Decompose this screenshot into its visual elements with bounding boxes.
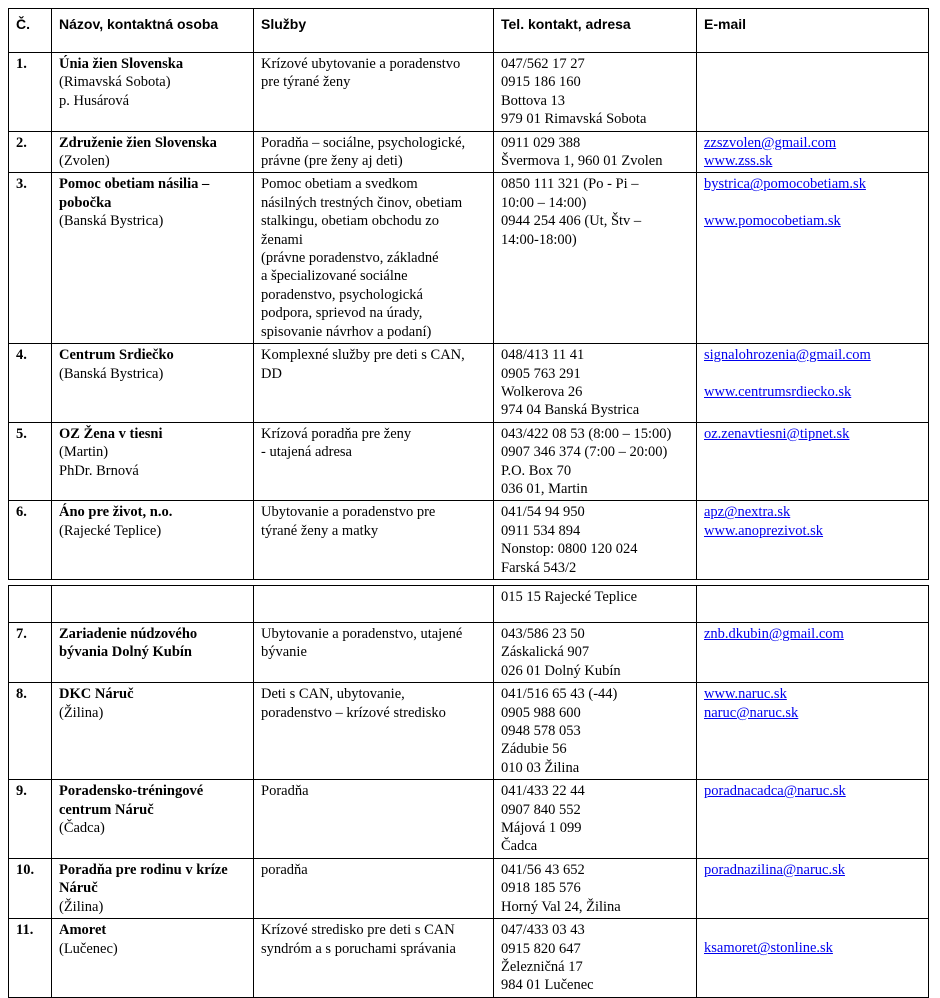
- organization-name: Zariadenie núdzového: [59, 626, 198, 642]
- contact-cell: [494, 623, 697, 683]
- contact-line: 0905 763 291: [501, 365, 581, 382]
- table-row: [9, 344, 929, 423]
- organization-name: Amoret: [59, 922, 107, 939]
- contact-line: 0915 186 160: [501, 74, 581, 91]
- contact-line: P.O. Box 70: [501, 462, 572, 479]
- service-line: Ubytovanie a poradenstvo, utajené: [261, 626, 463, 642]
- service-line: Krízová poradňa pre ženy: [261, 425, 412, 442]
- organization-cell: [52, 53, 254, 132]
- contact-line: 036 01, Martin: [501, 480, 588, 497]
- organization-cell: [52, 131, 254, 173]
- service-line: poradňa: [261, 861, 308, 878]
- organization-name: Áno pre život, n.o.: [59, 504, 173, 521]
- service-line: spisovanie návrhov a podaní): [261, 323, 432, 340]
- email-link[interactable]: naruc@naruc.sk: [704, 704, 799, 721]
- table-row: [9, 780, 929, 859]
- service-line: Krízové stredisko pre deti s CAN: [261, 922, 455, 939]
- services-cell: [254, 623, 494, 683]
- organization-name: Centrum Srdiečko: [59, 347, 174, 364]
- email-link[interactable]: zzszvolen@gmail.com: [704, 134, 837, 151]
- organization-cell: [52, 586, 254, 623]
- contact-line: Švermova 1, 960 01 Zvolen: [501, 153, 663, 170]
- email-cell: [697, 53, 929, 132]
- contact-line: 010 03 Žilina: [501, 759, 580, 776]
- email-link[interactable]: bystrica@pomocobetiam.sk: [704, 176, 866, 193]
- organization-name: Únia žien Slovenska: [59, 56, 184, 72]
- organization-name: centrum Náruč: [59, 801, 154, 818]
- table-row: [9, 131, 929, 173]
- header-name: Názov, kontaktná osoba: [52, 9, 254, 53]
- organization-detail: (Rimavská Sobota): [59, 74, 171, 91]
- email-cell: [697, 858, 929, 918]
- row-number: 4.: [9, 344, 52, 423]
- contact-line: 026 01 Dolný Kubín: [501, 662, 621, 679]
- organization-detail: (Banská Bystrica): [59, 213, 164, 230]
- contact-line: 979 01 Rimavská Sobota: [501, 111, 647, 128]
- service-line: násilných trestných činov, obetiam: [261, 194, 463, 211]
- organization-detail: (Čadca): [59, 820, 105, 837]
- service-line: pre týrané ženy: [261, 74, 351, 91]
- service-line: právne (pre ženy aj deti): [261, 153, 403, 170]
- services-cell: [254, 780, 494, 859]
- table-row: [9, 586, 929, 623]
- email-link[interactable]: znb.dkubin@gmail.com: [704, 626, 844, 642]
- service-line: Pomoc obetiam a svedkom: [261, 176, 418, 193]
- services-cell: [254, 131, 494, 173]
- contact-line: 10:00 – 14:00): [501, 194, 587, 211]
- contact-line: Železničná 17: [501, 958, 583, 975]
- contact-line: Nonstop: 0800 120 024: [501, 541, 638, 558]
- contact-line: Čadca: [501, 838, 538, 855]
- service-line: poradenstvo, psychologická: [261, 286, 423, 303]
- organization-cell: [52, 344, 254, 423]
- header-services: Služby: [254, 9, 494, 53]
- services-cell: [254, 422, 494, 501]
- contacts-table-page-1: [8, 8, 929, 580]
- organization-detail: (Lučenec): [59, 940, 118, 957]
- email-cell: [697, 780, 929, 859]
- services-cell: [254, 53, 494, 132]
- contact-cell: [494, 422, 697, 501]
- contact-line: 14:00-18:00): [501, 231, 577, 248]
- contact-line: 0907 346 374 (7:00 – 20:00): [501, 444, 668, 461]
- service-line: podpora, sprievod na úrady,: [261, 305, 423, 322]
- contact-line: Farská 543/2: [501, 559, 577, 576]
- contact-line: 0918 185 576: [501, 880, 581, 897]
- row-number: 2.: [9, 131, 52, 173]
- organization-name: OZ Žena v tiesni: [59, 425, 163, 442]
- email-link[interactable]: ksamoret@stonline.sk: [704, 940, 833, 957]
- spacer: [704, 365, 921, 383]
- table-row: [9, 683, 929, 780]
- organization-detail: (Žilina): [59, 898, 104, 915]
- organization-name: Združenie žien Slovenska: [59, 134, 217, 151]
- contact-line: Wolkerova 26: [501, 383, 583, 400]
- services-cell: [254, 344, 494, 423]
- contact-line: 041/516 65 43 (-44): [501, 686, 618, 703]
- contact-cell: [494, 919, 697, 998]
- email-cell: [697, 173, 929, 344]
- service-line: týrané ženy a matky: [261, 522, 379, 539]
- service-line: ženami: [261, 231, 303, 248]
- organization-cell: [52, 919, 254, 998]
- contact-line: Záskalická 907: [501, 644, 590, 661]
- email-link[interactable]: oz.zenavtiesni@tipnet.sk: [704, 425, 850, 442]
- service-line: Poradňa – sociálne, psychologické,: [261, 134, 466, 151]
- contact-line: Májová 1 099: [501, 820, 582, 837]
- table-row: [9, 919, 929, 998]
- table-row: [9, 623, 929, 683]
- header-number: Č.: [9, 9, 52, 53]
- organization-name: pobočka: [59, 194, 112, 211]
- contact-line: Zádubie 56: [501, 741, 567, 758]
- email-cell: [697, 623, 929, 683]
- contact-line: 0911 534 894: [501, 522, 581, 539]
- contact-line: 015 15 Rajecké Teplice: [501, 589, 638, 605]
- service-line: Deti s CAN, ubytovanie,: [261, 686, 405, 703]
- contact-line: 0915 820 647: [501, 940, 581, 957]
- organization-detail: (Žilina): [59, 704, 104, 721]
- organization-name: DKC Náruč: [59, 686, 134, 703]
- organization-name: Poradensko-tréningové: [59, 783, 204, 800]
- contact-cell: [494, 683, 697, 780]
- contact-cell: [494, 858, 697, 918]
- email-link[interactable]: apz@nextra.sk: [704, 504, 791, 521]
- contact-cell: [494, 173, 697, 344]
- row-number: 1.: [9, 53, 52, 132]
- service-line: Krízové ubytovanie a poradenstvo: [261, 56, 461, 72]
- organization-detail: (Banská Bystrica): [59, 365, 164, 382]
- service-line: a špecializované sociálne: [261, 268, 408, 285]
- contact-line: 0948 578 053: [501, 723, 581, 740]
- contact-line: 984 01 Lučenec: [501, 977, 594, 994]
- row-number: 8.: [9, 683, 52, 780]
- email-link[interactable]: poradnacadca@naruc.sk: [704, 783, 846, 800]
- contact-line: 043/422 08 53 (8:00 – 15:00): [501, 425, 672, 442]
- service-line: DD: [261, 365, 282, 382]
- organization-detail: PhDr. Brnová: [59, 462, 139, 479]
- service-line: Komplexné služby pre deti s CAN,: [261, 347, 465, 364]
- contact-line: Bottova 13: [501, 92, 566, 109]
- row-number: 3.: [9, 173, 52, 344]
- contact-cell: [494, 53, 697, 132]
- email-link[interactable]: poradnazilina@naruc.sk: [704, 861, 845, 878]
- contact-cell: [494, 780, 697, 859]
- row-number: 5.: [9, 422, 52, 501]
- services-cell: [254, 173, 494, 344]
- service-line: - utajená adresa: [261, 444, 352, 461]
- header-email: E-mail: [697, 9, 929, 53]
- row-number: 11.: [9, 919, 52, 998]
- header-contact: Tel. kontakt, adresa: [494, 9, 697, 53]
- website-link[interactable]: www.naruc.sk: [704, 686, 787, 703]
- contact-line: 041/56 43 652: [501, 861, 585, 878]
- contact-line: 0905 988 600: [501, 704, 581, 721]
- organization-cell: [52, 683, 254, 780]
- table-row: [9, 173, 929, 344]
- website-link[interactable]: www.pomocobetiam.sk: [704, 213, 841, 230]
- website-link[interactable]: www.centrumsrdiecko.sk: [704, 383, 852, 400]
- service-line: Ubytovanie a poradenstvo pre: [261, 504, 436, 521]
- organization-cell: [52, 173, 254, 344]
- contact-line: 0944 254 406 (Ut, Štv –: [501, 213, 642, 230]
- services-cell: [254, 683, 494, 780]
- contact-line: 0907 840 552: [501, 801, 581, 818]
- service-line: stalkingu, obetiam obchodu zo: [261, 213, 439, 230]
- contact-cell: [494, 131, 697, 173]
- website-link[interactable]: www.zss.sk: [704, 153, 773, 170]
- organization-cell: [52, 623, 254, 683]
- table-row: [9, 422, 929, 501]
- organization-cell: [52, 858, 254, 918]
- contact-cell: [494, 344, 697, 423]
- organization-cell: [52, 422, 254, 501]
- email-cell: [697, 344, 929, 423]
- spacer: [704, 194, 921, 212]
- contact-line: 047/433 03 43: [501, 922, 585, 939]
- service-line: poradenstvo – krízové stredisko: [261, 704, 446, 721]
- spacer: [704, 921, 921, 939]
- services-cell: [254, 858, 494, 918]
- organization-name: Pomoc obetiam násilia –: [59, 176, 210, 193]
- service-line: syndróm a s poruchami správania: [261, 940, 456, 957]
- organization-cell: [52, 780, 254, 859]
- contact-line: 043/586 23 50: [501, 626, 585, 642]
- row-number: 10.: [9, 858, 52, 918]
- organization-name: bývania Dolný Kubín: [59, 644, 192, 661]
- organization-detail: (Rajecké Teplice): [59, 522, 162, 539]
- table-row: [9, 53, 929, 132]
- contact-line: 041/433 22 44: [501, 783, 585, 800]
- row-number: 7.: [9, 623, 52, 683]
- services-cell: [254, 919, 494, 998]
- organization-detail: p. Husárová: [59, 92, 130, 109]
- services-cell: [254, 501, 494, 580]
- organization-name: Poradňa pre rodinu v kríze: [59, 861, 228, 878]
- contact-cell: [494, 586, 697, 623]
- email-cell: [697, 683, 929, 780]
- row-number: [9, 586, 52, 623]
- email-cell: [697, 586, 929, 623]
- email-cell: [697, 501, 929, 580]
- service-line: (právne poradenstvo, základné: [261, 250, 439, 267]
- email-cell: [697, 131, 929, 173]
- contact-line: 974 04 Banská Bystrica: [501, 402, 640, 419]
- contacts-table-page-2: [8, 585, 929, 998]
- services-cell: [254, 586, 494, 623]
- organization-detail: (Martin): [59, 444, 109, 461]
- organization-name: Náruč: [59, 880, 98, 897]
- email-cell: [697, 919, 929, 998]
- service-line: bývanie: [261, 644, 307, 661]
- contact-cell: [494, 501, 697, 580]
- service-line: Poradňa: [261, 783, 309, 800]
- table-row: [9, 858, 929, 918]
- table-row: [9, 501, 929, 580]
- contact-line: Horný Val 24, Žilina: [501, 898, 621, 915]
- email-link[interactable]: signalohrozenia@gmail.com: [704, 347, 871, 364]
- table-header-row: [9, 9, 929, 53]
- contact-line: 048/413 11 41: [501, 347, 585, 364]
- row-number: 6.: [9, 501, 52, 580]
- contact-line: 047/562 17 27: [501, 56, 585, 72]
- organization-detail: (Zvolen): [59, 153, 110, 170]
- organization-cell: [52, 501, 254, 580]
- email-cell: [697, 422, 929, 501]
- contact-line: 0911 029 388: [501, 134, 581, 151]
- row-number: 9.: [9, 780, 52, 859]
- website-link[interactable]: www.anoprezivot.sk: [704, 522, 824, 539]
- contact-line: 041/54 94 950: [501, 504, 585, 521]
- contact-line: 0850 111 321 (Po - Pi –: [501, 176, 639, 193]
